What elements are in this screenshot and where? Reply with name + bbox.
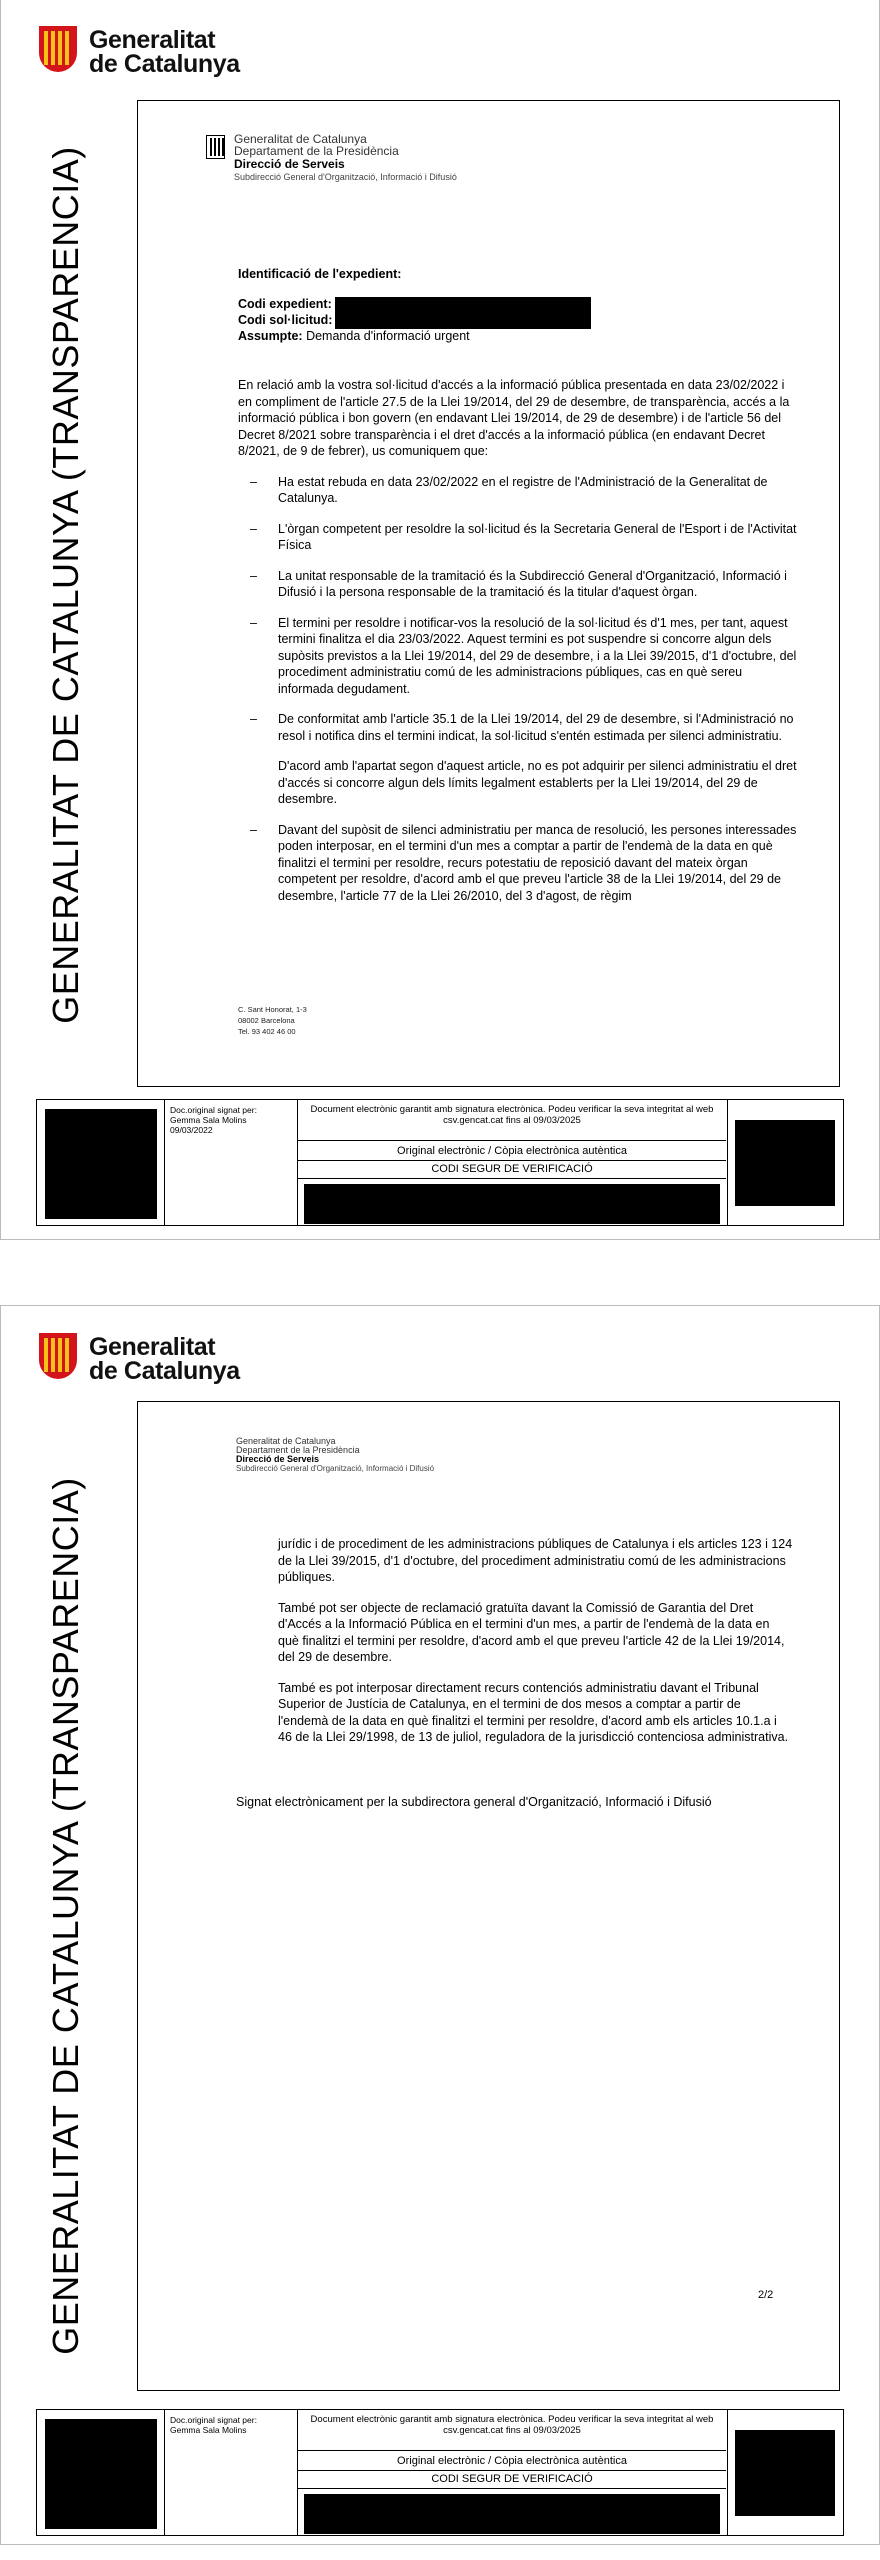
- list-item: – La unitat responsable de la tramitació és la Subdirecció General d'Organització, Informació i Difusió i la persona responsable de la tramitació és la titular d'aquest òrgan.: [250, 568, 787, 599]
- signer-info: Doc.original signat per: Gemma Sala Molins: [170, 2415, 257, 2435]
- redacted-signature: [45, 2419, 157, 2529]
- original-label: Original electrònic / Còpia electrònica autèntica: [298, 2450, 726, 2471]
- page2-body: [278, 1536, 793, 1760]
- generalitat-logo: [39, 26, 239, 78]
- letterhead-line4: Subdirecció General d'Organització, Informació i Difusió: [236, 1464, 435, 1473]
- catalan-flag-emblem-icon: [39, 26, 77, 72]
- letterhead-line3: Direcció de Serveis: [234, 157, 345, 171]
- notice-list: [238, 474, 798, 905]
- csv-label: CODI SEGUR DE VERIFICACIÓ: [298, 1161, 726, 1179]
- original-label: Original electrònic / Còpia electrònica autèntica: [298, 1140, 726, 1161]
- verification-text: Document electrònic garantit amb signatura electrònica. Podeu verificar la seva integritat al web csv.gencat.cat fins al 09/03/2025: [310, 2414, 714, 2436]
- letterhead-line1: Generalitat de Catalunya: [236, 1436, 336, 1446]
- document-page-2: [0, 1305, 880, 2545]
- page1-body: [238, 377, 798, 918]
- expedient-label: Codi expedient:: [238, 297, 332, 311]
- letterhead-line4: Subdirecció General d'Organització, Informació i Difusió: [234, 172, 457, 182]
- signed-statement: Signat electrònicament per la subdirectora general d'Organització, Informació i Difusió: [236, 1795, 712, 1809]
- side-caption: GENERALITAT DE CATALUNYA (TRANSPARENCIA): [45, 1477, 86, 2355]
- catalan-flag-emblem-icon: [39, 1333, 77, 1379]
- signature-footer: [36, 1099, 844, 1226]
- list-item: – L'òrgan competent per resoldre la sol·licitud és la Secretaria General de l'Esport i de l'Activitat Física: [250, 521, 797, 552]
- verification-text: Document electrònic garantit amb signatura electrònica. Podeu verificar la seva integritat al web csv.gencat.cat fins al 09/03/2025: [310, 1104, 714, 1126]
- redacted-qr-code: [735, 1120, 835, 1206]
- document-frame: [137, 100, 840, 1087]
- list-item: – El termini per resoldre i notificar-vos la resolució de la sol·licitud és d'1 mes, per tant, aquest termini finalitza el dia 23/03/2022. Aquest termini es pot suspendre si concorre algun dels supòsits previstos a la Llei 19/2014, del 29 de desembre, i a la Llei 39/2015, d'1 d'octubre, del procediment administratiu comú de les administracions públiques, cas en què sereu informada degudament.: [250, 615, 797, 696]
- identification-heading: Identificació de l'expedient:: [238, 267, 402, 281]
- list-item: – De conformitat amb l'article 35.1 de la Llei 19/2014, del 29 de desembre, si l'Administració no resol i notifica dins el termini indicat, la sol·licitud s'entén estimada per silenci administratiu. D'acord amb l'apartat segon d'aquest article, no es pot adquirir per silenci administratiu el dret d'accés si concorre algun dels límits legalment establerts per la Llei 19/2014, del 29 de desembre.: [250, 712, 797, 806]
- paragraph: També es pot interposar directament recurs contenciós administratiu davant el Tribunal Superior de Justícia de Catalunya, en el termini de dos mesos a comptar a partir de l'endemà de la data en què finalitzi el termini per resoldre, d'acord amb els articles 10.1.a i 46 de la Llei 29/1998, de 13 de juliol, reguladora de la jurisdicció contenciosa administrativa.: [278, 1680, 789, 1744]
- document-frame: [137, 1401, 840, 2391]
- address-block: C. Sant Honorat, 1-3 08002 Barcelona Tel. 93 402 46 00: [238, 1005, 307, 1036]
- redacted-codes: [335, 297, 591, 329]
- signer-info: Doc.original signat per: Gemma Sala Molins 09/03/2022: [170, 1105, 257, 1135]
- redacted-verification-code: [304, 2494, 720, 2534]
- org-line2: de Catalunya: [89, 50, 240, 78]
- paragraph: jurídic i de procediment de les administracions públiques de Catalunya i els articles 123 i 124 de la Llei 39/2015, d'1 d'octubre, del procediment administratiu comú de les administracions públiques.: [278, 1537, 793, 1584]
- subject-label: Assumpte:: [238, 329, 303, 343]
- document-page-1: [0, 0, 880, 1240]
- side-caption: GENERALITAT DE CATALUNYA (TRANSPARENCIA): [45, 146, 86, 1024]
- letterhead-line3: Direcció de Serveis: [236, 1454, 320, 1464]
- redacted-signature: [45, 1109, 157, 1219]
- subject-value: Demanda d'informació urgent: [302, 329, 470, 343]
- letterhead-emblem-icon: [206, 135, 225, 159]
- list-item: – Ha estat rebuda en data 23/02/2022 en el registre de l'Administració de la Generalitat de Catalunya.: [250, 474, 768, 505]
- redacted-qr-code: [735, 2430, 835, 2516]
- signature-footer: [36, 2409, 844, 2536]
- letterhead-line2: Departament de la Presidència: [236, 1445, 360, 1455]
- letterhead-line1: Generalitat de Catalunya: [234, 132, 367, 146]
- letterhead-line2: Departament de la Presidència: [234, 144, 399, 158]
- generalitat-logo: [39, 1333, 239, 1385]
- list-item: – Davant del supòsit de silenci administratiu per manca de resolució, les persones interessades poden interposar, en el termini d'un mes a comptar a partir de l'endemà de la data en què finalitzi el termini per resoldre, recurs potestatiu de reposició davant del mateix òrgan competent per resoldre, d'acord amb el que preveu l'article 38 de la Llei 19/2014, del 29 de desembre, l'article 77 de la Llei 26/2010, del 3 d'agost, de règim: [250, 822, 797, 903]
- redacted-verification-code: [304, 1184, 720, 1224]
- page-number: 2/2: [758, 2289, 774, 2301]
- intro-paragraph: En relació amb la vostra sol·licitud d'accés a la informació pública presentada en data 23/02/2022 i en compliment de l'article 27.5 de la Llei 19/2014, del 29 de desembre, de transparència, accés a la informació pública i bon govern (en endavant Llei 19/2014, de 29 de desembre) i de l'article 56 del Decret 8/2021 sobre transparència i el dret d'accés a la informació pública (en endavant Decret 8/2021, de 9 de febrer), us comuniquem que:: [238, 378, 790, 458]
- org-line2: de Catalunya: [89, 1357, 240, 1385]
- org-line1: Generalitat: [89, 1333, 216, 1361]
- csv-label: CODI SEGUR DE VERIFICACIÓ: [298, 2471, 726, 2489]
- paragraph: També pot ser objecte de reclamació gratuïta davant la Comissió de Garantia del Dret d'Accés a la Informació Pública en el termini d'un mes, a partir de l'endemà de la data en què finalitzi el termini per resoldre, d'acord amb el que preveu l'article 42 de la Llei 19/2014, del 29 de desembre.: [278, 1600, 785, 1664]
- request-label: Codi sol·licitud:: [238, 313, 333, 327]
- org-line1: Generalitat: [89, 26, 216, 54]
